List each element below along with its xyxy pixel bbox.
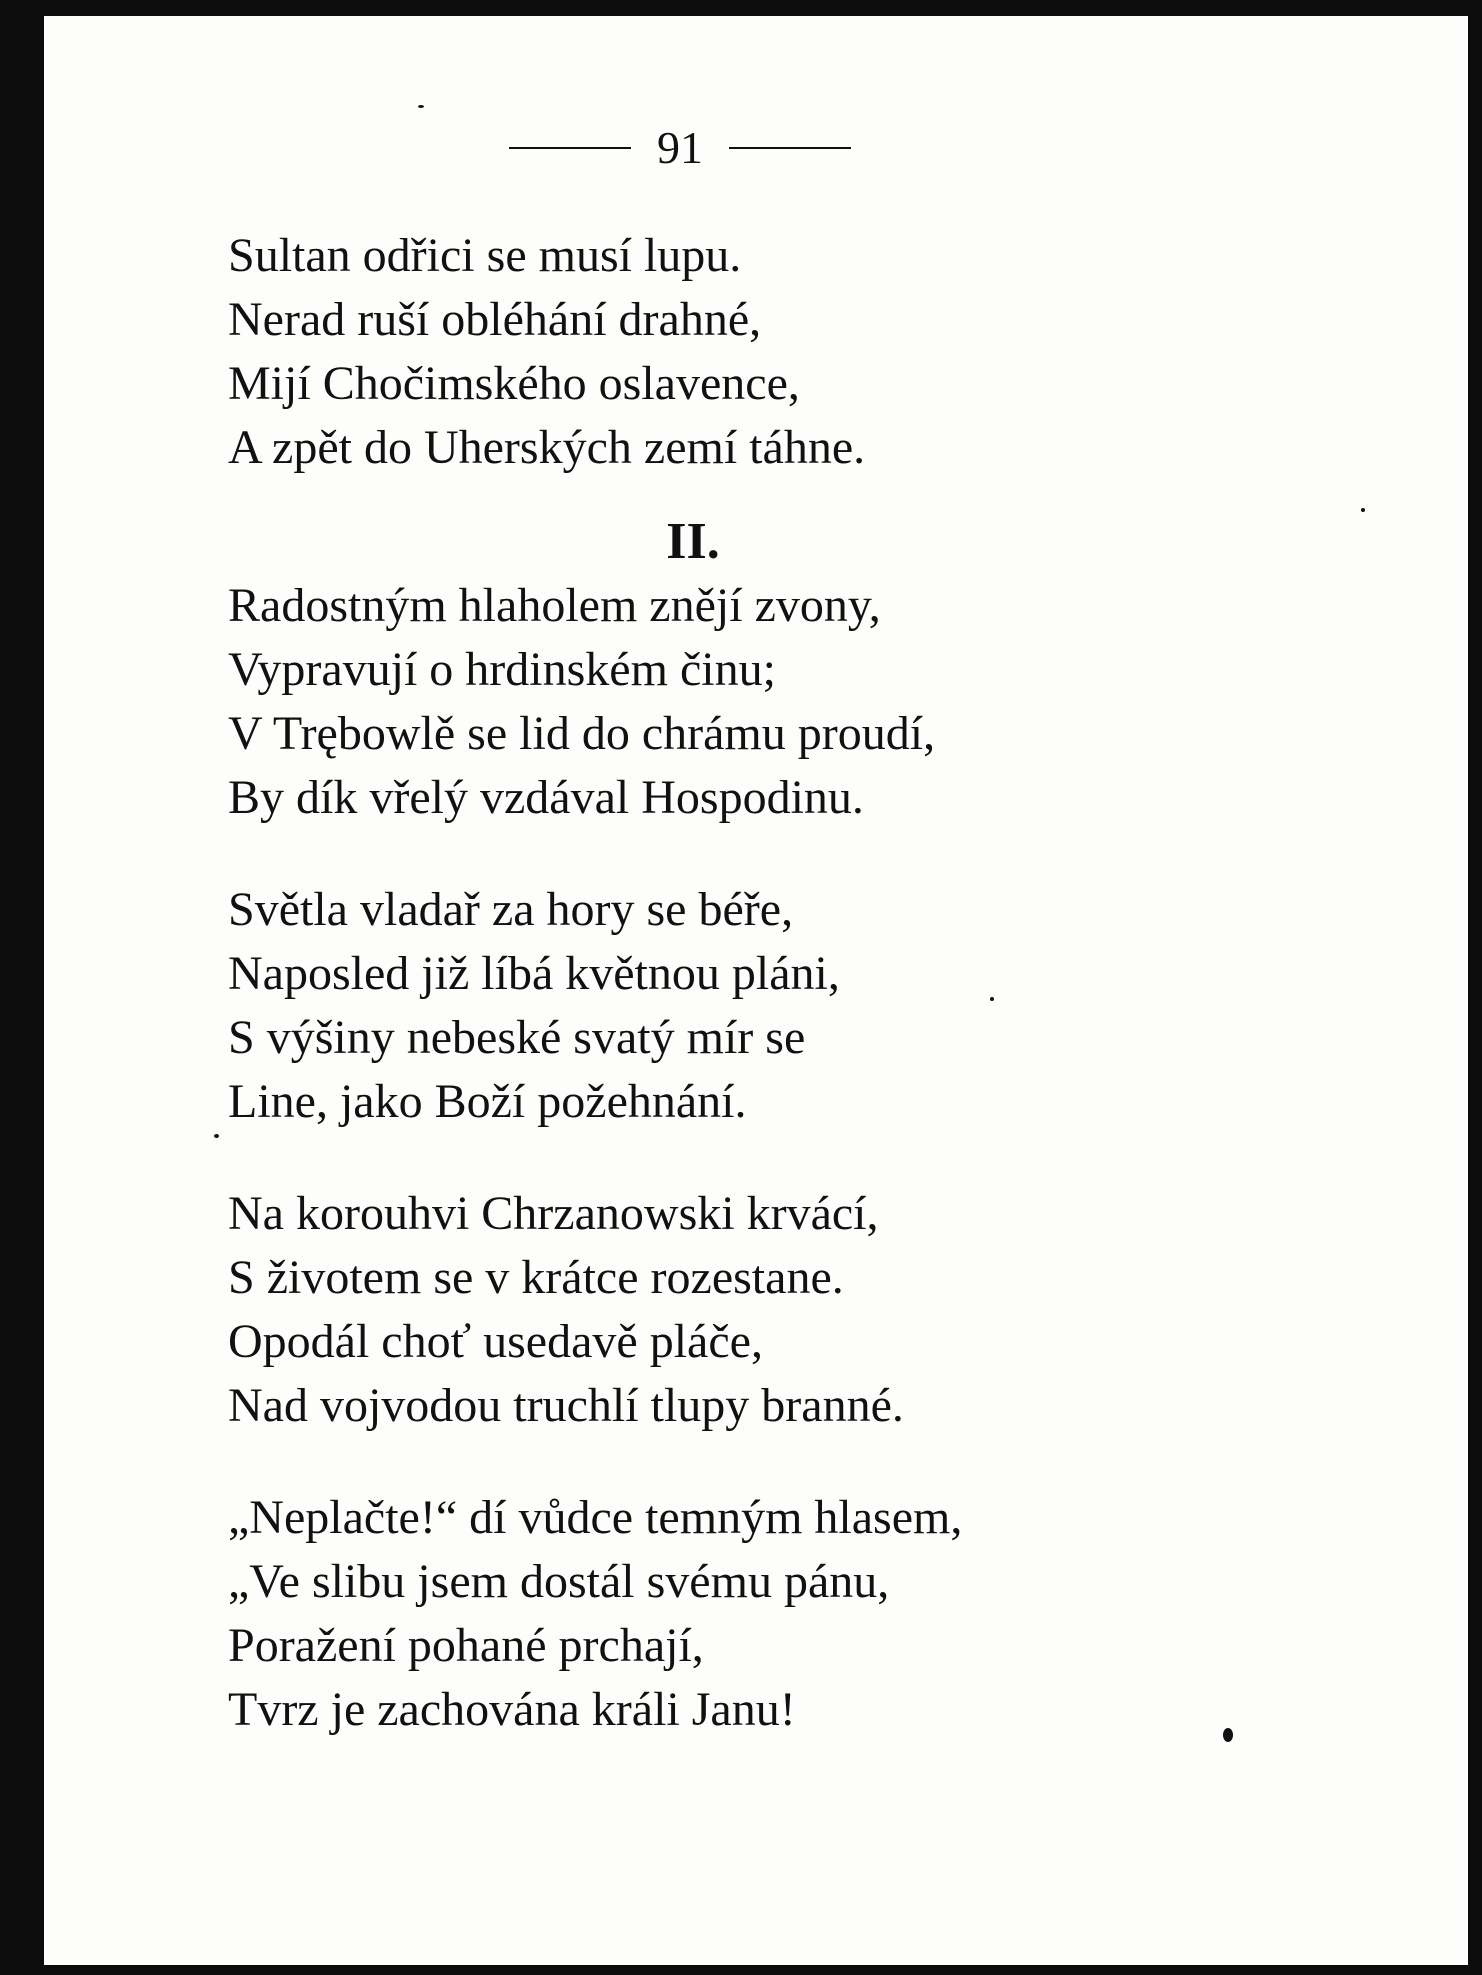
verse-line: Světla vladař za hory se béře, (228, 883, 794, 936)
verse-line: Nad vojvodou truchlí tlupy branné. (228, 1379, 904, 1432)
verse-line: Na korouhvi Chrzanowski krvácí, (228, 1187, 879, 1240)
page-header (490, 118, 870, 178)
verse-line: Naposled již líbá květnou pláni, (228, 947, 840, 1000)
verse-line: Opodál choť usedavě pláče, (228, 1315, 763, 1368)
stanza-1 (228, 224, 1228, 480)
stanza-5 (228, 1486, 1228, 1742)
header-rule-right (729, 147, 851, 149)
ink-speck (418, 105, 424, 108)
verse-line: „Neplačte!“ dí vůdce temným hlasem, (228, 1491, 963, 1544)
verse-line: Mijí Chočimského oslavence, (228, 357, 800, 410)
section-heading: II. (666, 513, 720, 570)
verse-line: Nerad ruší obléhání drahné, (228, 293, 762, 346)
header-rule-left (509, 147, 631, 149)
ink-speck (990, 997, 994, 1001)
verse-line: By dík vřelý vzdával Hospodinu. (228, 771, 864, 824)
verse-line: Vypravují o hrdinském činu; (228, 643, 776, 696)
verse-line: Poražení pohané prchají, (228, 1619, 704, 1672)
ink-speck (214, 1134, 219, 1138)
verse-line: Line, jako Boží požehnání. (228, 1075, 747, 1128)
stanza-4 (228, 1182, 1228, 1438)
verse-line: V Trębowlě se lid do chrámu proudí, (228, 707, 936, 760)
poem-text (228, 224, 1228, 1790)
verse-line: S životem se v krátce rozestane. (228, 1251, 844, 1304)
ink-speck (1361, 508, 1365, 512)
stanza-3 (228, 878, 1228, 1134)
stanza-2 (228, 574, 1228, 830)
page-number: 91 (657, 122, 703, 173)
verse-line: A zpět do Uherských zemí táhne. (228, 421, 866, 474)
verse-line: Sultan odřici se musí lupu. (228, 229, 742, 282)
verse-line: „Ve slibu jsem dostál svému pánu, (228, 1555, 890, 1608)
ink-speck (1223, 1728, 1233, 1742)
verse-line: Radostným hlaholem znějí zvony, (228, 579, 881, 632)
verse-line: Tvrz je zachována králi Janu! (228, 1683, 796, 1736)
verse-line: S výšiny nebeské svatý mír se (228, 1011, 806, 1064)
